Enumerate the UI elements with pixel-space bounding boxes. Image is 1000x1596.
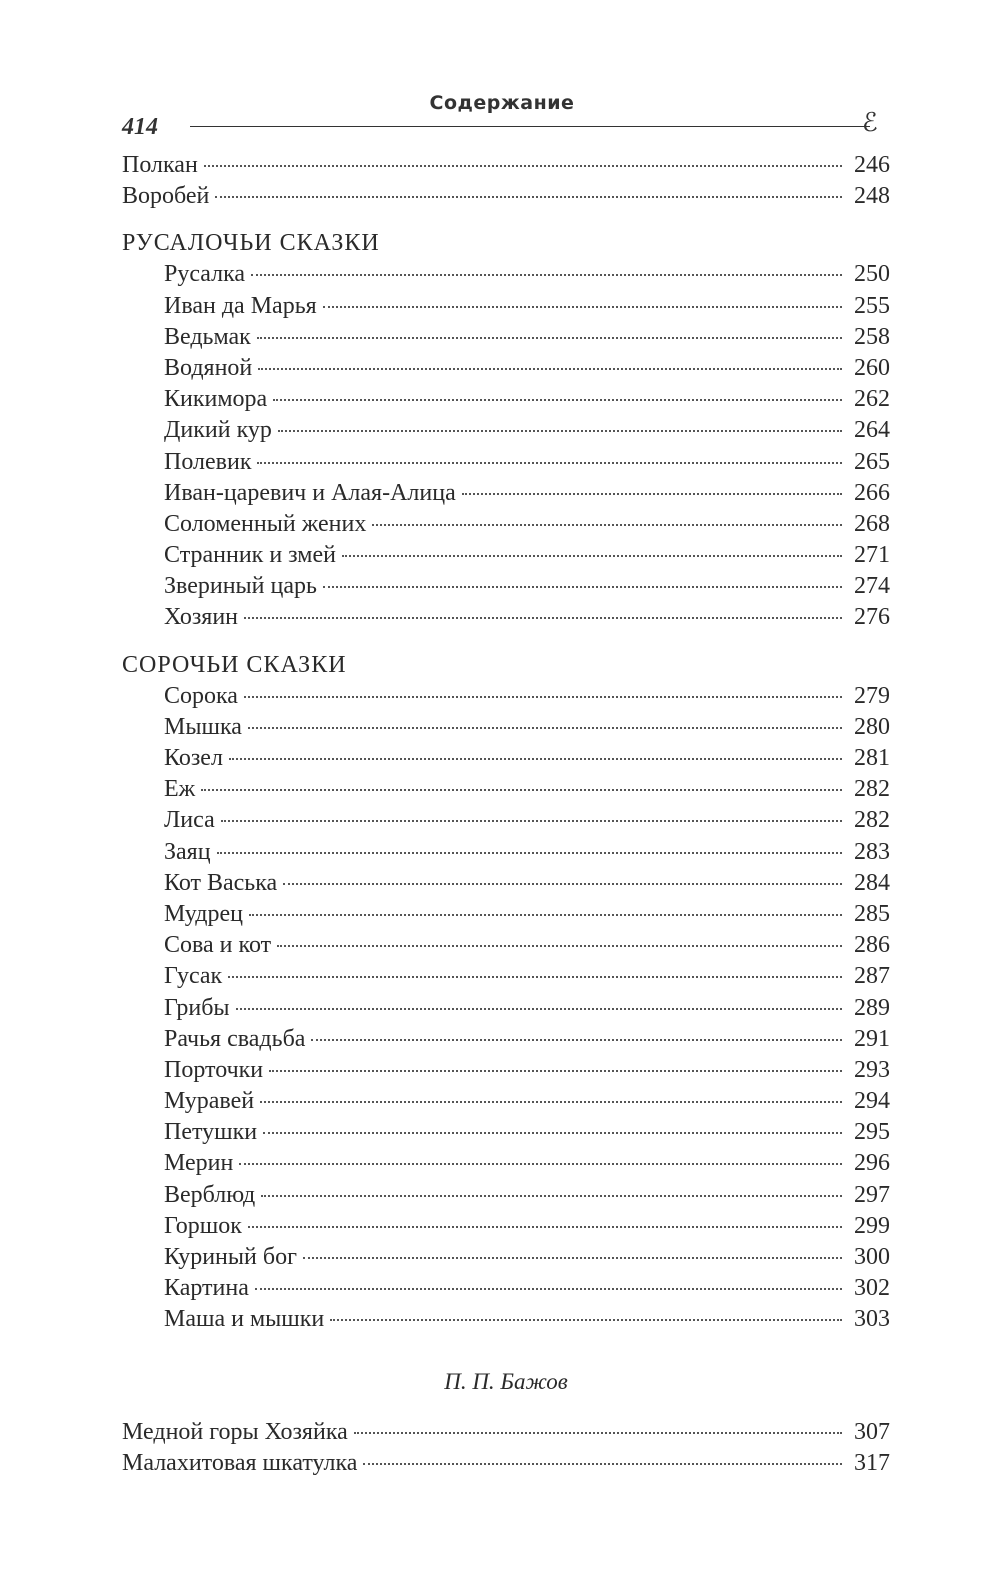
toc-entry-page: 303 xyxy=(854,1306,890,1333)
toc-entry-page: 283 xyxy=(854,838,890,865)
toc-entry-title: Грибы xyxy=(164,994,230,1021)
toc-entry-title: Хозяин xyxy=(164,604,239,631)
toc-group-top xyxy=(122,150,890,212)
toc-entry-page: 296 xyxy=(854,1150,890,1177)
toc-entry xyxy=(122,150,890,181)
ornament-icon: ℰ xyxy=(862,108,878,138)
toc-leader-dots xyxy=(323,306,842,308)
toc-entry-title: Сорока xyxy=(164,682,238,709)
toc-entry-title: Медной горы Хозяйка xyxy=(122,1418,348,1445)
toc-leader-dots xyxy=(283,883,842,885)
toc-leader-dots xyxy=(263,1132,842,1134)
toc-entry-page: 271 xyxy=(854,542,890,569)
toc-entry xyxy=(122,602,890,633)
toc-entry-title: Горшок xyxy=(164,1212,242,1239)
toc-entry-page: 266 xyxy=(854,479,890,506)
header-rule xyxy=(190,126,870,127)
toc-entry-title: Мерин xyxy=(164,1150,234,1177)
toc-entry xyxy=(122,571,890,602)
toc-entry xyxy=(122,1024,890,1055)
running-title: Содержание xyxy=(429,92,575,114)
toc-entry-title: Иван-царевич и Алая-Алица xyxy=(164,479,456,506)
toc-entry-page: 248 xyxy=(854,183,890,210)
toc-entry xyxy=(122,353,890,384)
toc-entry-page: 307 xyxy=(854,1418,890,1445)
toc-entry-page: 287 xyxy=(854,963,890,990)
toc-entry xyxy=(122,509,890,540)
toc-entry xyxy=(122,712,890,743)
toc-entry-page: 255 xyxy=(854,292,890,319)
toc-leader-dots xyxy=(303,1257,842,1259)
toc-entry-title: Гусак xyxy=(164,963,223,990)
toc-entry xyxy=(122,1273,890,1304)
toc-entry xyxy=(122,1086,890,1117)
toc-entry xyxy=(122,868,890,899)
toc-entry-page: 293 xyxy=(854,1056,890,1083)
toc-entry-page: 281 xyxy=(854,745,890,771)
toc-entry-title: Заяц xyxy=(164,838,211,865)
toc-entry-page: 246 xyxy=(854,152,890,178)
toc-entry-page: 260 xyxy=(854,354,890,381)
toc-entry-page: 297 xyxy=(854,1181,890,1208)
toc-leader-dots xyxy=(257,462,842,464)
toc-entry-title: Верблюд xyxy=(164,1181,256,1208)
toc-entry-title: Мышка xyxy=(164,713,242,740)
toc-leader-dots xyxy=(249,914,842,916)
toc-entry xyxy=(122,259,890,290)
toc-leader-dots xyxy=(229,758,842,760)
toc-entry-page: 282 xyxy=(854,807,890,834)
toc-group-bazhov xyxy=(122,1417,890,1479)
toc-entry xyxy=(122,1417,890,1448)
toc-leader-dots xyxy=(244,617,842,619)
toc-entry-page: 289 xyxy=(854,994,890,1021)
toc-leader-dots xyxy=(261,1195,842,1197)
toc-entry xyxy=(122,447,890,478)
toc-entry-title: Сова и кот xyxy=(164,932,272,959)
toc-entry-title: Лиса xyxy=(164,807,215,834)
toc-entry-page: 317 xyxy=(854,1449,890,1476)
toc-entry-page: 291 xyxy=(854,1025,890,1052)
toc-entry xyxy=(122,899,890,930)
toc-entry xyxy=(122,1055,890,1086)
toc-leader-dots xyxy=(354,1432,842,1434)
toc-entry-page: 265 xyxy=(854,448,890,475)
toc-entry-title: Маша и мышки xyxy=(164,1306,325,1333)
toc-entry-page: 286 xyxy=(854,932,890,959)
toc-entry-title: Соломенный жених xyxy=(164,510,367,537)
toc-entry-page: 294 xyxy=(854,1088,890,1115)
toc-leader-dots xyxy=(239,1163,842,1165)
toc-entry xyxy=(122,1242,890,1273)
toc-entry xyxy=(122,540,890,571)
toc-group-sorochi xyxy=(122,681,890,1336)
toc-leader-dots xyxy=(269,1070,842,1072)
toc-leader-dots xyxy=(258,368,842,370)
toc-entry xyxy=(122,961,890,992)
toc-leader-dots xyxy=(221,820,842,822)
toc-entry xyxy=(122,181,890,212)
toc-entry-title: Воробей xyxy=(122,183,210,210)
running-header xyxy=(122,92,890,142)
toc-entry-title: Муравей xyxy=(164,1088,255,1115)
toc-entry-page: 284 xyxy=(854,869,890,896)
toc-entry-page: 299 xyxy=(854,1212,890,1239)
toc-entry-title: Дикий кур xyxy=(164,417,272,444)
toc-leader-dots xyxy=(255,1288,842,1290)
toc-entry xyxy=(122,1117,890,1148)
toc-leader-dots xyxy=(311,1039,842,1041)
toc-entry xyxy=(122,478,890,509)
toc-entry xyxy=(122,805,890,836)
toc-entry-page: 285 xyxy=(854,900,890,927)
toc-entry-title: Рачья свадьба xyxy=(164,1025,306,1052)
toc-leader-dots xyxy=(215,196,842,198)
toc-leader-dots xyxy=(228,976,842,978)
page-number: 414 xyxy=(122,114,158,140)
toc-leader-dots xyxy=(273,399,842,401)
toc-leader-dots xyxy=(217,852,842,854)
toc-leader-dots xyxy=(248,1226,842,1228)
toc-entry xyxy=(122,1148,890,1179)
toc-entry-page: 282 xyxy=(854,776,890,803)
toc-leader-dots xyxy=(244,696,842,698)
toc-entry xyxy=(122,291,890,322)
toc-entry-title: Кот Васька xyxy=(164,869,278,896)
toc-entry-title: Куриный бог xyxy=(164,1244,297,1270)
toc-leader-dots xyxy=(277,945,842,947)
toc-leader-dots xyxy=(236,1008,842,1010)
toc-leader-dots xyxy=(372,524,842,526)
toc-entry xyxy=(122,322,890,353)
toc-leader-dots xyxy=(278,430,842,432)
toc-group-rusalochi xyxy=(122,259,890,633)
section-heading-sorochi: СОРОЧЬИ СКАЗКИ xyxy=(122,651,347,678)
toc-leader-dots xyxy=(204,165,842,167)
toc-entry-title: Русалка xyxy=(164,261,246,288)
toc-entry-title: Порточки xyxy=(164,1056,264,1083)
toc-entry xyxy=(122,1448,890,1479)
toc-leader-dots xyxy=(248,727,842,729)
toc-entry-title: Кикимора xyxy=(164,386,268,413)
toc-entry-title: Полкан xyxy=(122,152,198,178)
toc-leader-dots xyxy=(330,1319,842,1321)
toc-entry-title: Малахитовая шкатулка xyxy=(122,1449,358,1476)
toc-entry xyxy=(122,384,890,415)
toc-entry xyxy=(122,993,890,1024)
toc-leader-dots xyxy=(257,337,842,339)
toc-leader-dots xyxy=(342,555,842,557)
toc-entry-title: Полевик xyxy=(164,448,252,475)
toc-entry-title: Еж xyxy=(164,776,196,803)
section-heading-rusalochi: РУСАЛОЧЬИ СКАЗКИ xyxy=(122,230,380,257)
toc-entry-page: 268 xyxy=(854,510,890,537)
toc-entry xyxy=(122,743,890,774)
toc-entry-title: Водяной xyxy=(164,354,253,381)
toc-entry-title: Петушки xyxy=(164,1119,258,1146)
toc-entry xyxy=(122,1180,890,1211)
toc-entry-page: 276 xyxy=(854,604,890,631)
table-of-contents xyxy=(122,150,890,1479)
toc-leader-dots xyxy=(251,274,842,276)
toc-entry-page: 262 xyxy=(854,386,890,413)
toc-entry xyxy=(122,681,890,712)
toc-leader-dots xyxy=(462,493,842,495)
toc-entry-page: 274 xyxy=(854,573,890,600)
toc-entry-title: Козел xyxy=(164,745,223,771)
toc-entry-title: Звериный царь xyxy=(164,573,317,600)
toc-entry xyxy=(122,1211,890,1242)
toc-entry-page: 280 xyxy=(854,713,890,740)
toc-leader-dots xyxy=(323,586,842,588)
toc-entry-page: 295 xyxy=(854,1119,890,1146)
toc-leader-dots xyxy=(363,1463,842,1465)
toc-entry xyxy=(122,837,890,868)
author-heading: П. П. Бажов xyxy=(444,1368,568,1394)
toc-leader-dots xyxy=(201,789,842,791)
toc-entry xyxy=(122,1304,890,1335)
toc-entry xyxy=(122,930,890,961)
toc-entry-title: Мудрец xyxy=(164,900,243,927)
toc-entry-page: 279 xyxy=(854,682,890,709)
toc-entry-title: Картина xyxy=(164,1275,249,1302)
toc-entry-title: Ведьмак xyxy=(164,323,251,350)
toc-entry-title: Странник и змей xyxy=(164,542,336,569)
toc-entry xyxy=(122,774,890,805)
toc-entry-page: 250 xyxy=(854,261,890,288)
toc-entry-title: Иван да Марья xyxy=(164,292,317,319)
toc-entry-page: 300 xyxy=(854,1244,890,1270)
toc-entry-page: 302 xyxy=(854,1275,890,1302)
toc-entry-page: 258 xyxy=(854,323,890,350)
toc-entry xyxy=(122,415,890,446)
toc-leader-dots xyxy=(260,1101,842,1103)
toc-entry-page: 264 xyxy=(854,417,890,444)
